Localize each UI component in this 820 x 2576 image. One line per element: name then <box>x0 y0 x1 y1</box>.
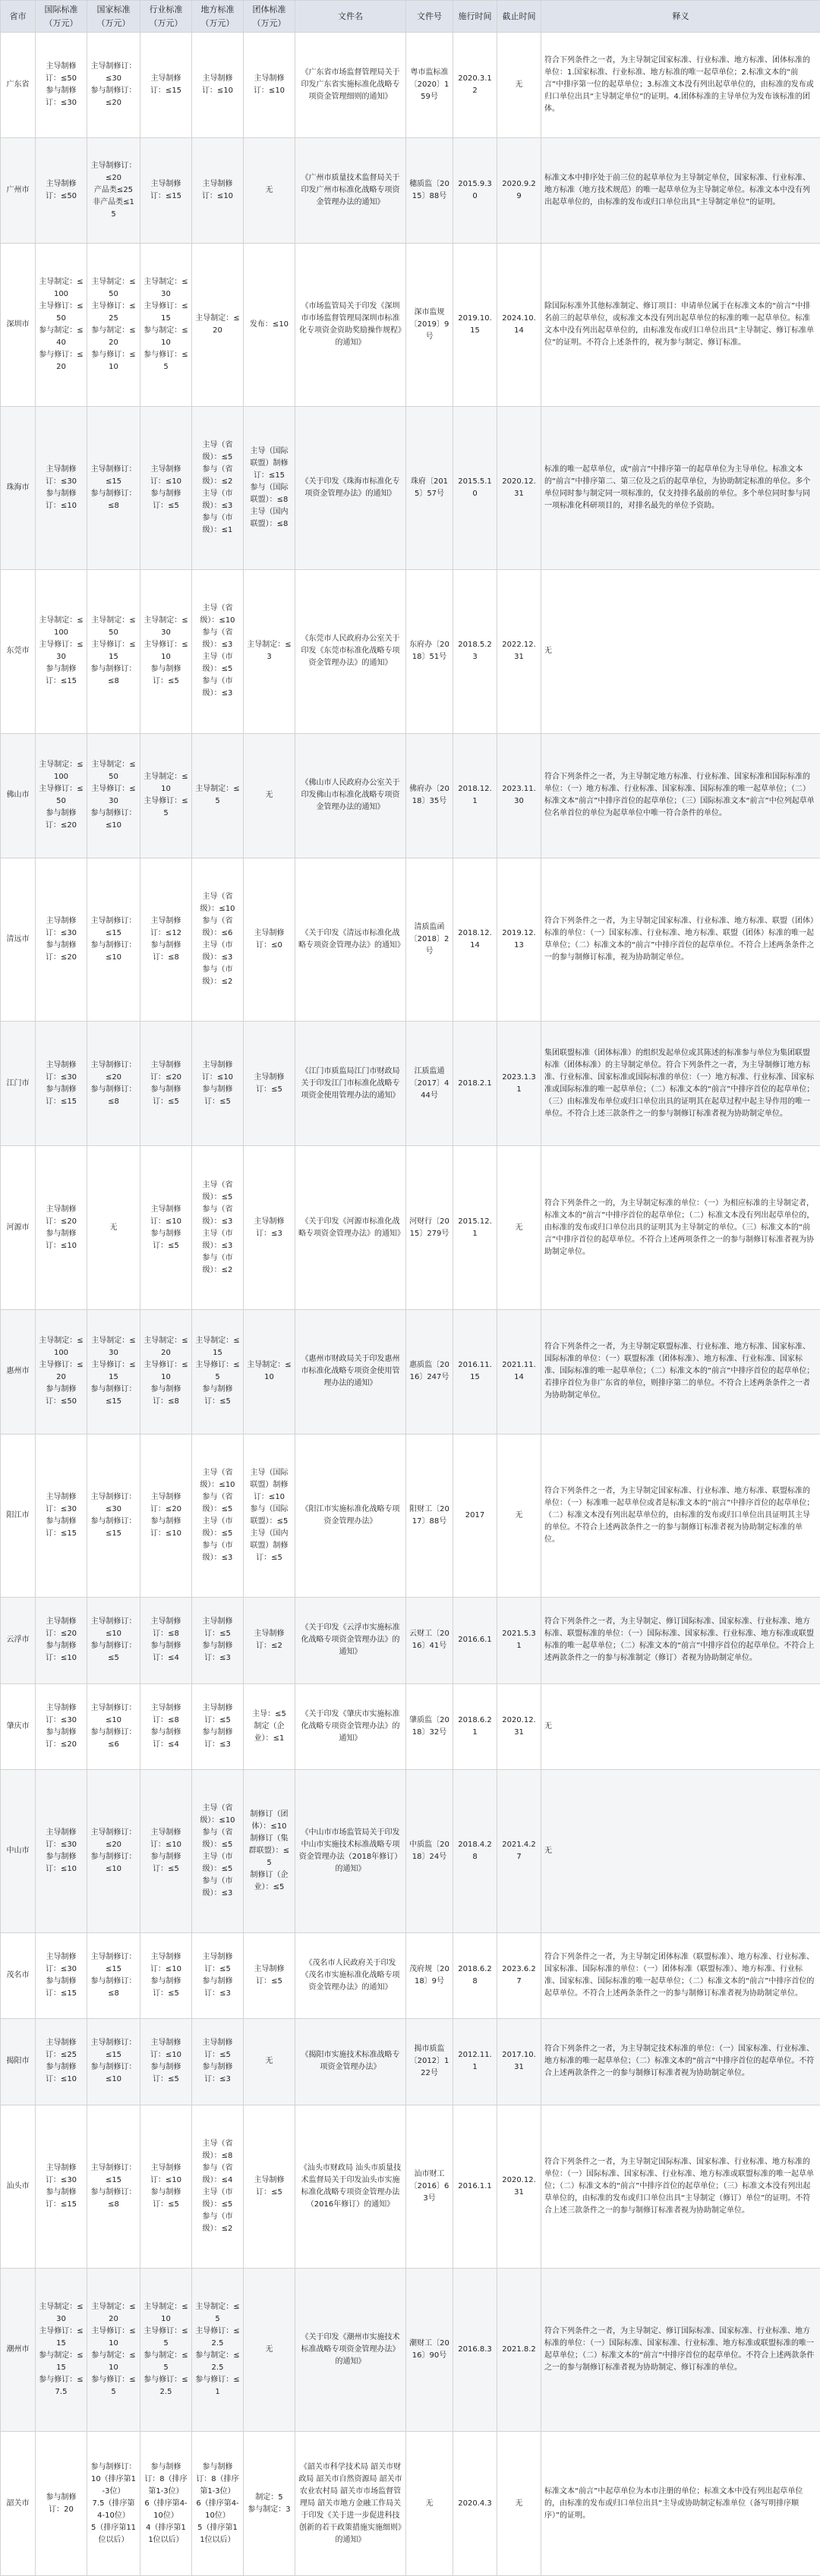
end-date: 2020.9.29 <box>497 137 541 243</box>
end-date: 2023.11.30 <box>497 733 541 858</box>
definition: 集团联盟标准（团体标准）的组织发起单位或其陈述的标准参与单位为集团联盟标准（团体标准）的主导制定单位。符合下列条件之一者，为主导制修订地方标准、行业标准、国家标准或国际标准的单位：（一）地方标准、行业标准、国家标准或国际标准的唯一起草单位；（二）标准文本的“前言”中排序首位的起草单位；（三）由标准发布单位或归口单位出具的证明其在起草过程中起主导作用的唯一单位。不符合上述三款条件之一的参与制修订标准者视为协助制定单位。 <box>541 1022 820 1146</box>
intl-amount: 主导制修订：≤50 <box>36 137 87 243</box>
file-name: 《阳江市实施标准化战略专项资金管理办法》 <box>295 1434 406 1597</box>
file-name: 《关于印发《河源市标准化战略专项资金管理办法》的通知》 <box>295 1146 406 1309</box>
definition: 符合下列条件之一者，为主导制定国家标准、行业标准、地方标准、团体标准的单位：1.国家标准、行业标准、地方标准的唯一起草单位；2.标准文本的“前言”中排序第一位的起草单位；3.标准文本没有列出起草单位的，由标准的发布或归口单位出具“主导制定单位”的证明。4.团体标准的主导单位为发布该标准的团体。 <box>541 33 820 138</box>
end-date: 2023.6.27 <box>497 1933 541 2019</box>
nat-amount: 主导制定：≤30 主导修订：≤15 参与制修订：≤15 <box>87 1309 140 1434</box>
definition: 标准文本中排序处于前三位的起草单位为主导制定单位，国家标准、行业标准、地方标准（地方技术规范）的唯一起草单位为主导制定单位。标准文本中没有列出起草单位的，由标准的发布或归口单位出具“主导制定单位”的证明。 <box>541 137 820 243</box>
start-date: 2019.10.15 <box>453 243 497 406</box>
file-number: 茂府规〔2018〕9号 <box>406 1933 453 2019</box>
nat-amount: 主导制修订：≤20 参与制修订：≤8 <box>87 1022 140 1146</box>
table-row <box>1 733 820 858</box>
row-city: 广州市 <box>1 137 36 243</box>
ind-amount: 主导制修订：≤8 参与制修订：≤4 <box>140 1598 192 1683</box>
grp-amount: 发布：≤10 <box>244 243 295 406</box>
nat-amount: 主导制修订：≤15 参与制修订：≤10 <box>87 858 140 1021</box>
file-name: 《揭阳市实施技术标准战略专项资金管理办法》 <box>295 2019 406 2105</box>
table-header-row <box>1 1 820 33</box>
file-name: 《江门市质监局江门市财政局关于印发江门市标准化战略专项资金使用管理办法的通知》 <box>295 1022 406 1146</box>
table-row <box>1 1022 820 1146</box>
row-city: 汕头市 <box>1 2105 36 2268</box>
nat-amount: 主导制修订：≤15 参与制修订：≤8 <box>87 1933 140 2019</box>
grp-amount: 主导制定：≤10 <box>244 1309 295 1434</box>
header-loc: 地方标准（万元） <box>192 1 244 33</box>
nat-amount: 主导制修订：≤15 参与制修订：≤10 <box>87 2019 140 2105</box>
start-date: 2016.6.1 <box>453 1598 497 1683</box>
definition: 符合下列条件之一者，为主导制定地方标准、行业标准、国家标准和国际标准的单位：（一）地方标准、行业标准、国家标准、国际标准的唯一起草单位；（二）标准文本“前言”中排序首位的起草单位；（三）国际标准文本“前言”中位列起草单位名单首位的单位为起草单位中唯一符合条件的单位。 <box>541 733 820 858</box>
definition: 标准的唯一起草单位，或“前言”中排序第一的起草单位为主导单位。标准文本的“前言”中排序第二、第三位及之后的起草单位，为协助制定标准的单位。多个单位同时参与制定同一项标准的，仅支持排名最前的单位。多个单位同时参与同一项标准化科研项目的，对排名最先的单位予资助。 <box>541 406 820 569</box>
file-number: 汕市财工〔2016〕63号 <box>406 2105 453 2268</box>
file-name: 《市场监管局关于印发《深圳市市场监督管理局深圳市标准化专项资金资助奖励操作规程》的通知》 <box>295 243 406 406</box>
grp-amount: 主导制修订：≤0 <box>244 858 295 1021</box>
file-number: 潮财工〔2016〕90号 <box>406 2268 453 2431</box>
grp-amount: 制修订（团体）：≤10 制修订（集群联盟）：≤5 制修订（企业）：≤5 <box>244 1769 295 1932</box>
end-date: 无 <box>497 2432 541 2576</box>
nat-amount: 主导制定：≤50 主导修订：≤25 参与制定：≤20 参与修订：≤10 <box>87 243 140 406</box>
ind-amount: 主导制修订：≤20 参与制修订：≤10 <box>140 1434 192 1597</box>
row-city: 东莞市 <box>1 570 36 733</box>
start-date: 2012.11.1 <box>453 2019 497 2105</box>
file-number: 阳财工〔2017〕88号 <box>406 1434 453 1597</box>
file-name: 《广东省市场监督管理局关于印发广东省实施标准化战略专项资金管理细则的通知》 <box>295 33 406 138</box>
loc-amount: 主导制修订：≤10 参与制修订：≤5 <box>192 1022 244 1146</box>
table-row <box>1 406 820 569</box>
row-city: 河源市 <box>1 1146 36 1309</box>
intl-amount: 主导制修订：≤20 参与制修订：≤10 <box>36 1598 87 1683</box>
nat-amount: 主导制修订：≤10 参与制修订：≤5 <box>87 1598 140 1683</box>
end-date: 2021.11.14 <box>497 1309 541 1434</box>
grp-amount: 主导（国际联盟）制修订：≤10 参与（国际联盟）：≤5 主导（国内联盟）制修订：≤5 <box>244 1434 295 1597</box>
loc-amount: 主导制修订：≤5 参与制修订：≤3 <box>192 1598 244 1683</box>
definition: 符合下列条件之一者，为主导制定团体标准（联盟标准）、地方标准、行业标准、国家标准、国际标准的单位：（一）团体标准（联盟标准）、地方标准、行业标准、国家标准、国际标准的唯一起草单位；（二）标准文本的“前言”中排序首位的起草单位。不符合上述两条条件之一的参与制修订标准者视为协助制定单位。 <box>541 1933 820 2019</box>
file-number: 粤市监标准〔2020〕159号 <box>406 33 453 138</box>
grp-amount: 主导制定：≤3 <box>244 570 295 733</box>
table-row <box>1 2105 820 2268</box>
ind-amount: 主导制定：≤30 主导修订：≤15 参与制定：≤10 参与修订：≤5 <box>140 243 192 406</box>
intl-amount: 主导制修订：≤30 参与制修订：≤20 <box>36 858 87 1021</box>
table-row <box>1 137 820 243</box>
intl-amount: 主导制定：≤100 主导修订：≤50 参与制修订：≤20 <box>36 733 87 858</box>
file-number: 肇质监〔2018〕32号 <box>406 1683 453 1769</box>
loc-amount: 主导制修订：≤5 参与制修订：≤3 <box>192 1683 244 1769</box>
header-note: 释义 <box>541 1 820 33</box>
grp-amount: 无 <box>244 137 295 243</box>
file-name: 《东莞市人民政府办公室关于印发《东莞市标准化战略专项资金管理办法》的通知》 <box>295 570 406 733</box>
row-city: 揭阳市 <box>1 2019 36 2105</box>
start-date: 2018.12.1 <box>453 733 497 858</box>
definition: 符合下列条件之一的，为主导制定标准的单位：（一）为相应标准的主导制定者，标准文本的“前言”中排序首位的起草单位；（二）标准文本没有列出起草单位的，由标准的发布或归口单位出具的证明其为主导制定的单位。（三）标准文本的“前言”中排序首位的起草单位。不符合上述两项条件之一的参与制修订标准者视为协助制定单位。 <box>541 1146 820 1309</box>
intl-amount: 主导制修订：≤30 参与制修订：≤15 <box>36 1022 87 1146</box>
grp-amount: 主导制修订：≤3 <box>244 1146 295 1309</box>
end-date: 2020.12.31 <box>497 406 541 569</box>
header-file: 文件名 <box>295 1 406 33</box>
ind-amount: 主导制定：≤10 主导修订：≤5 <box>140 733 192 858</box>
nat-amount: 主导制修订：≤30 参与制修订：≤20 <box>87 33 140 138</box>
file-name: 《佛山市人民政府办公室关于印发佛山市标准化战略专项资金管理办法的通知》 <box>295 733 406 858</box>
row-city: 惠州市 <box>1 1309 36 1434</box>
loc-amount: 主导制修订：≤10 <box>192 137 244 243</box>
loc-amount: 主导制定：≤5 <box>192 733 244 858</box>
start-date: 2018.5.23 <box>453 570 497 733</box>
file-name: 《惠州市财政局关于印发惠州市标准化战略专项资金使用管理办法的通知》 <box>295 1309 406 1434</box>
intl-amount: 主导制定：≤100 主导修订：≤30 参与制修订：≤15 <box>36 570 87 733</box>
grp-amount: 主导制修订：≤10 <box>244 33 295 138</box>
ind-amount: 主导制定：≤30 主导修订：≤10 参与制修订：≤5 <box>140 570 192 733</box>
file-name: 《关于印发《云浮市实施标准化战略专项资金管理办法》的通知》 <box>295 1598 406 1683</box>
end-date: 2022.12.31 <box>497 570 541 733</box>
table-row <box>1 2019 820 2105</box>
intl-amount: 主导制修订：≤30 参与制修订：≤20 <box>36 1683 87 1769</box>
ind-amount: 主导制修订：≤12 参与制修订：≤8 <box>140 858 192 1021</box>
file-name: 《关于印发《清远市标准化战略专项资金管理办法》的通知》 <box>295 858 406 1021</box>
intl-amount: 主导制修订：≤30 参与制修订：≤15 <box>36 1933 87 2019</box>
file-number: 珠府〔2015〕57号 <box>406 406 453 569</box>
file-number: 穗质监〔2015〕88号 <box>406 137 453 243</box>
header-no: 文件号 <box>406 1 453 33</box>
grp-amount: 主导制修订：≤5 <box>244 2105 295 2268</box>
start-date: 2020.4.3 <box>453 2432 497 2576</box>
end-date: 2020.12.31 <box>497 2105 541 2268</box>
grp-amount: 制定：5 参与制定：3 <box>244 2432 295 2576</box>
loc-amount: 主导制修订：≤10 <box>192 33 244 138</box>
file-number: 惠质监〔2016〕247号 <box>406 1309 453 1434</box>
start-date: 2018.6.28 <box>453 1933 497 2019</box>
definition: 符合下列条件之一者，为主导制定技术标准的单位：（一）国家标准、行业标准、地方标准的唯一起草单位；（二）标准文本的“前言”中排序首位的起草单位。不符合上述两款条件之一的参与制修订标准者视为协助制定单位。 <box>541 2019 820 2105</box>
end-date: 2017.10.31 <box>497 2019 541 2105</box>
header-intl: 国际标准（万元） <box>36 1 87 33</box>
table-row <box>1 1309 820 1434</box>
header-end: 截止时间 <box>497 1 541 33</box>
ind-amount: 主导制修订：≤15 <box>140 137 192 243</box>
file-number: 河财行〔2015〕279号 <box>406 1146 453 1309</box>
definition: 符合下列条件之一者，为主导制定国家标准、行业标准、地方标准、联盟标准的单位：（一）标准唯一起草单位或者是标准文本的“前言”中排序首位的起草单位；（二）标准文本没有列出起草单位的，由标准的发布或归口单位出具证明其主导的单位。不符合上述两款条件之一的参与制修订标准者视为协助制定标准的单位。 <box>541 1434 820 1597</box>
file-name: 《韶关市科学技术局 韶关市财政局 韶关市自然资源局 韶关市农业农村局 韶关市市场监督管理局 韶关市地方金融工作局关于印发《关于进一步促进科技创新的若干政策措施实施细则》的通知》 <box>295 2432 406 2576</box>
file-name: 《汕头市财政局 汕头市质量技术监督局关于印发汕头市实施标准化战略专项资金管理办法（2016年修订）的通知》 <box>295 2105 406 2268</box>
start-date: 2015.5.10 <box>453 406 497 569</box>
file-name: 《广州市质量技术监督局关于印发广州市标准化战略专项资金管理办法的通知》 <box>295 137 406 243</box>
header-start: 施行时间 <box>453 1 497 33</box>
table-row <box>1 1146 820 1309</box>
header-grp: 团体标准（万元） <box>244 1 295 33</box>
definition: 符合下列条件之一者，为主导制定国际标准、国家标准、行业标准、地方标准的单位：（一）国际标准、国家标准、行业标准、地方标准或联盟标准的唯一起草单位；（二）标准文本的“前言”中排序首位的起草单位；（三）标准文本没有列出起草单位的，由标准的发布或归口单位出具“主导制定（修订）单位”的证明。不符合上述三款条件之一的参与制修订标准者视为协助制定单位。 <box>541 2105 820 2268</box>
row-city: 茂名市 <box>1 1933 36 2019</box>
loc-amount: 主导制定：≤15 主导修订：≤5 参与制修订：≤5 <box>192 1309 244 1434</box>
definition: 符合下列条件之一者，为主导制定、修订国际标准、国家标准、行业标准、地方标准、联盟标准的单位：（一）国际标准、国家标准、行业标准、地方标准或联盟标准的唯一起草单位；（二）标准文本的“前言”中排序首位的起草单位。不符合上述两款条件之一的参与标准制定（修订）者视为协助制定单位。 <box>541 1598 820 1683</box>
row-city: 珠海市 <box>1 406 36 569</box>
file-number: 江质监通〔2017〕444号 <box>406 1022 453 1146</box>
loc-amount: 主导（省级）：≤10 参与（省级）：≤3 主导（市级）：≤5 参与（市级）：≤3 <box>192 570 244 733</box>
grp-amount: 无 <box>244 2268 295 2431</box>
loc-amount: 参与制修订：8（排序第1-3位） 6（排序第4-10位） 5（排序第11位以后） <box>192 2432 244 2576</box>
row-city: 肇庆市 <box>1 1683 36 1769</box>
definition: 符合下列条件之一者，为主导制定国家标准、行业标准、地方标准、联盟（团体）标准的单位：（一）国家标准、行业标准、地方标准、联盟（团体）标准的唯一起草单位；（二）标准文本的“前言”中排序首位的起草单位。不符合上述两条条件之一的参与制修订标准，视为协助制定单位。 <box>541 858 820 1021</box>
loc-amount: 主导（省级）：≤5 参与（省级）：≤2 主导（市级）：≤3 参与（市级）：≤1 <box>192 406 244 569</box>
intl-amount: 主导制修订：≤25 参与制修订：≤10 <box>36 2019 87 2105</box>
nat-amount: 主导制定：≤50 主导修订：≤15 参与制修订：≤8 <box>87 570 140 733</box>
loc-amount: 主导（省级）：≤5 参与（省级）：≤3 主导（市级）：≤3 参与（市级）：≤2 <box>192 1146 244 1309</box>
ind-amount: 主导制修订：≤10 参与制修订：≤5 <box>140 2105 192 2268</box>
header-nat: 国家标准（万元） <box>87 1 140 33</box>
row-city: 中山市 <box>1 1769 36 1932</box>
end-date: 无 <box>497 33 541 138</box>
ind-amount: 主导制修订：≤15 <box>140 33 192 138</box>
table-row <box>1 2432 820 2576</box>
ind-amount: 主导制修订：≤10 参与制修订：≤5 <box>140 1146 192 1309</box>
definition: 除国际标准外其他标准制定、修订项目：申请单位属于在标准文本的“前言”中排名前三的起草单位，或标准文本没有列出起草单位的标准的唯一起草单位。标准文本中没有列出起草单位的，由标准发布或归口单位出具“主导制定、修订标准单位”的证明。不符合上述条件的，视为参与制定、修订标准。 <box>541 243 820 406</box>
grp-amount: 无 <box>244 733 295 858</box>
file-number: 东府办〔2018〕51号 <box>406 570 453 733</box>
row-city: 广东省 <box>1 33 36 138</box>
table-body <box>1 33 820 2576</box>
nat-amount: 主导制定：≤50 主导修订：≤30 参与制修订：≤10 <box>87 733 140 858</box>
file-number: 清质监函〔2018〕2号 <box>406 858 453 1021</box>
definition: 符合下列条件之一者，为主导制定联盟标准、行业标准、地方标准、国家标准、国际标准的单位：（一）联盟标准（团体标准）、地方标准、行业标准、国家标准、国际标准的唯一起草单位；（二）标准文本的“前言”中排序首位的起草单位；若排序首位为非广东省的单位，则排序第二的单位。不符合上述两条条件之一者为协助制定单位。 <box>541 1309 820 1434</box>
intl-amount: 主导制修订：≤50 参与制修订：≤30 <box>36 33 87 138</box>
intl-amount: 主导制修订：≤30 参与制修订：≤10 <box>36 406 87 569</box>
start-date: 2018.12.14 <box>453 858 497 1021</box>
table-row <box>1 1598 820 1683</box>
row-city: 清远市 <box>1 858 36 1021</box>
nat-amount: 主导制修订：≤20 产品类≤25 非产品类≤15 <box>87 137 140 243</box>
file-name: 《关于印发《潮州市实施技术标准战略专项资金管理办法》的通知》 <box>295 2268 406 2431</box>
nat-amount: 参与制修订：10（排序第1-3位） 7.5（排序第4-10位） 5（排序第11位以后） <box>87 2432 140 2576</box>
end-date: 2023.1.31 <box>497 1022 541 1146</box>
loc-amount: 主导（省级）：≤10 参与（省级）：≤5 主导（市级）：≤5 参与（市级）：≤3 <box>192 1434 244 1597</box>
file-name: 《关于印发《肇庆市实施标准化战略专项资金管理办法》的通知》 <box>295 1683 406 1769</box>
loc-amount: 主导制修订：≤5 参与制修订：≤3 <box>192 1933 244 2019</box>
nat-amount: 主导制修订：≤30 参与制修订：≤15 <box>87 1434 140 1597</box>
file-number: 中质监〔2018〕24号 <box>406 1769 453 1932</box>
file-number: 云财工〔2016〕41号 <box>406 1598 453 1683</box>
end-date: 2024.10.14 <box>497 243 541 406</box>
table-row <box>1 1769 820 1932</box>
grp-amount: 主导制修订：≤5 <box>244 1933 295 2019</box>
file-name: 《关于印发《珠海市标准化专项资金管理办法》的通知》 <box>295 406 406 569</box>
ind-amount: 主导制定：≤20 主导修订：≤10 参与制修订：≤8 <box>140 1309 192 1434</box>
table-row <box>1 1683 820 1769</box>
nat-amount: 主导制修订：≤15 参与制修订：≤8 <box>87 2105 140 2268</box>
start-date: 2018.2.1 <box>453 1022 497 1146</box>
row-city: 云浮市 <box>1 1598 36 1683</box>
ind-amount: 主导制修订：≤20 参与制修订：≤5 <box>140 1022 192 1146</box>
table-row <box>1 2268 820 2431</box>
file-name: 《中山市市场监管局关于印发中山市实施技术标准战略专项资金管理办法（2018年修订）的通知》 <box>295 1769 406 1932</box>
end-date: 2020.12.31 <box>497 1683 541 1769</box>
start-date: 2015.9.30 <box>453 137 497 243</box>
file-number: 佛府办〔2018〕35号 <box>406 733 453 858</box>
nat-amount: 主导制定：≤20 主导修订：≤10 参与制定：≤10 参与修订：≤5 <box>87 2268 140 2431</box>
start-date: 2015.12.1 <box>453 1146 497 1309</box>
intl-amount: 主导制定：≤30 主导修订：≤15 参与制定：≤15 参与修订：≤7.5 <box>36 2268 87 2431</box>
intl-amount: 参与制修订：20 <box>36 2432 87 2576</box>
start-date: 2016.8.3 <box>453 2268 497 2431</box>
start-date: 2016.1.1 <box>453 2105 497 2268</box>
grp-amount: 主导制修订：≤5 <box>244 1022 295 1146</box>
ind-amount: 参与制修订：8（排序第1-3位） 6（排序第4-10位） 4（排序第11位以后） <box>140 2432 192 2576</box>
intl-amount: 主导制修订：≤30 参与制修订：≤15 <box>36 1434 87 1597</box>
start-date: 2016.11.15 <box>453 1309 497 1434</box>
table-row <box>1 858 820 1021</box>
ind-amount: 主导制修订：≤10 参与制修订：≤5 <box>140 406 192 569</box>
header-city: 省市 <box>1 1 36 33</box>
start-date: 2020.3.12 <box>453 33 497 138</box>
nat-amount: 主导制修订：≤15 参与制修订：≤8 <box>87 406 140 569</box>
file-number: 深市监规〔2019〕9号 <box>406 243 453 406</box>
table-row <box>1 570 820 733</box>
intl-amount: 主导制定：≤100 主导修订：≤20 参与制修订：≤50 <box>36 1309 87 1434</box>
nat-amount: 无 <box>87 1146 140 1309</box>
intl-amount: 主导制修订：≤30 参与制修订：≤10 <box>36 1769 87 1932</box>
definition: 无 <box>541 1769 820 1932</box>
table-row <box>1 33 820 138</box>
header-ind: 行业标准（万元） <box>140 1 192 33</box>
nat-amount: 主导制修订：≤20 参与制修订：≤10 <box>87 1769 140 1932</box>
table-row <box>1 243 820 406</box>
row-city: 韶关市 <box>1 2432 36 2576</box>
loc-amount: 主导制定：≤20 <box>192 243 244 406</box>
row-city: 佛山市 <box>1 733 36 858</box>
table-row <box>1 1933 820 2019</box>
file-name: 《茂名市人民政府关于印发《茂名市实施标准化战略专项资金管理办法》的通知》 <box>295 1933 406 2019</box>
row-city: 潮州市 <box>1 2268 36 2431</box>
definition: 标准文本“前言”中起草单位为本市注册的单位；标准文本中没有列出起草单位的，由标准的发布或归口单位出具“主导或协助制定标准单位（备写明排序顺序）”的证明。 <box>541 2432 820 2576</box>
row-city: 阳江市 <box>1 1434 36 1597</box>
end-date: 2021.8.2 <box>497 2268 541 2431</box>
end-date: 2021.4.27 <box>497 1769 541 1932</box>
ind-amount: 主导制修订：≤10 参与制修订：≤5 <box>140 2019 192 2105</box>
table-row <box>1 1434 820 1597</box>
ind-amount: 主导制修订：≤10 参与制修订：≤5 <box>140 1933 192 2019</box>
file-number: 揭市质监〔2012〕122号 <box>406 2019 453 2105</box>
definition: 符合下列条件之一者，为主导制定、修订国际标准、国家标准、行业标准、地方标准的单位：（一）国际标准、国家标准、行业标准、地方标准或联盟标准的唯一起草单位；（二）标准文本的“前言”中排序首位的起草单位。不符合上述两款条件之一的参与制修订标准者视为协助制定、修订标准的单位。 <box>541 2268 820 2431</box>
grp-amount: 主导：≤5 制定（企业）：≤1 <box>244 1683 295 1769</box>
end-date: 无 <box>497 1146 541 1309</box>
end-date: 2021.5.31 <box>497 1598 541 1683</box>
definition: 无 <box>541 1683 820 1769</box>
loc-amount: 主导（省级）：≤8 参与（省级）：≤4 主导（市级）：≤5 参与（市级）：≤2 <box>192 2105 244 2268</box>
ind-amount: 主导制修订：≤8 参与制修订：≤4 <box>140 1683 192 1769</box>
start-date: 2018.4.28 <box>453 1769 497 1932</box>
grp-amount: 主导（国际联盟）制修订：≤15 参与（国际联盟）：≤8 主导（国内联盟）：≤8 <box>244 406 295 569</box>
row-city: 深圳市 <box>1 243 36 406</box>
row-city: 江门市 <box>1 1022 36 1146</box>
start-date: 2018.6.21 <box>453 1683 497 1769</box>
loc-amount: 主导制定：≤5 主导修订：≤2.5 参与制定：≤2.5 参与修订：≤1 <box>192 2268 244 2431</box>
end-date: 2019.12.13 <box>497 858 541 1021</box>
loc-amount: 主导制修订：≤5 参与制修订：≤3 <box>192 2019 244 2105</box>
file-number: 无 <box>406 2432 453 2576</box>
end-date: 无 <box>497 1434 541 1597</box>
grp-amount: 无 <box>244 2019 295 2105</box>
intl-amount: 主导制修订：≤20 参与制修订：≤10 <box>36 1146 87 1309</box>
grp-amount: 主导制修订：≤2 <box>244 1598 295 1683</box>
start-date: 2017 <box>453 1434 497 1597</box>
ind-amount: 主导制定：≤10 主导修订：≤5 参与制定：≤5 参与修订：≤2.5 <box>140 2268 192 2431</box>
loc-amount: 主导（省级）：≤10 参与（省级）：≤5 主导（市级）：≤5 参与（市级）：≤3 <box>192 1769 244 1932</box>
definition: 无 <box>541 570 820 733</box>
intl-amount: 主导制修订：≤30 参与制修订：≤15 <box>36 2105 87 2268</box>
ind-amount: 主导制修订：≤10 参与制修订：≤5 <box>140 1769 192 1932</box>
intl-amount: 主导制定：≤100 主导修订：≤50 参与制定：≤40 参与修订：≤20 <box>36 243 87 406</box>
nat-amount: 主导制修订：≤10 参与制修订：≤6 <box>87 1683 140 1769</box>
loc-amount: 主导（省级）：≤10 参与（省级）：≤6 主导（市级）：≤3 参与（市级）：≤2 <box>192 858 244 1021</box>
